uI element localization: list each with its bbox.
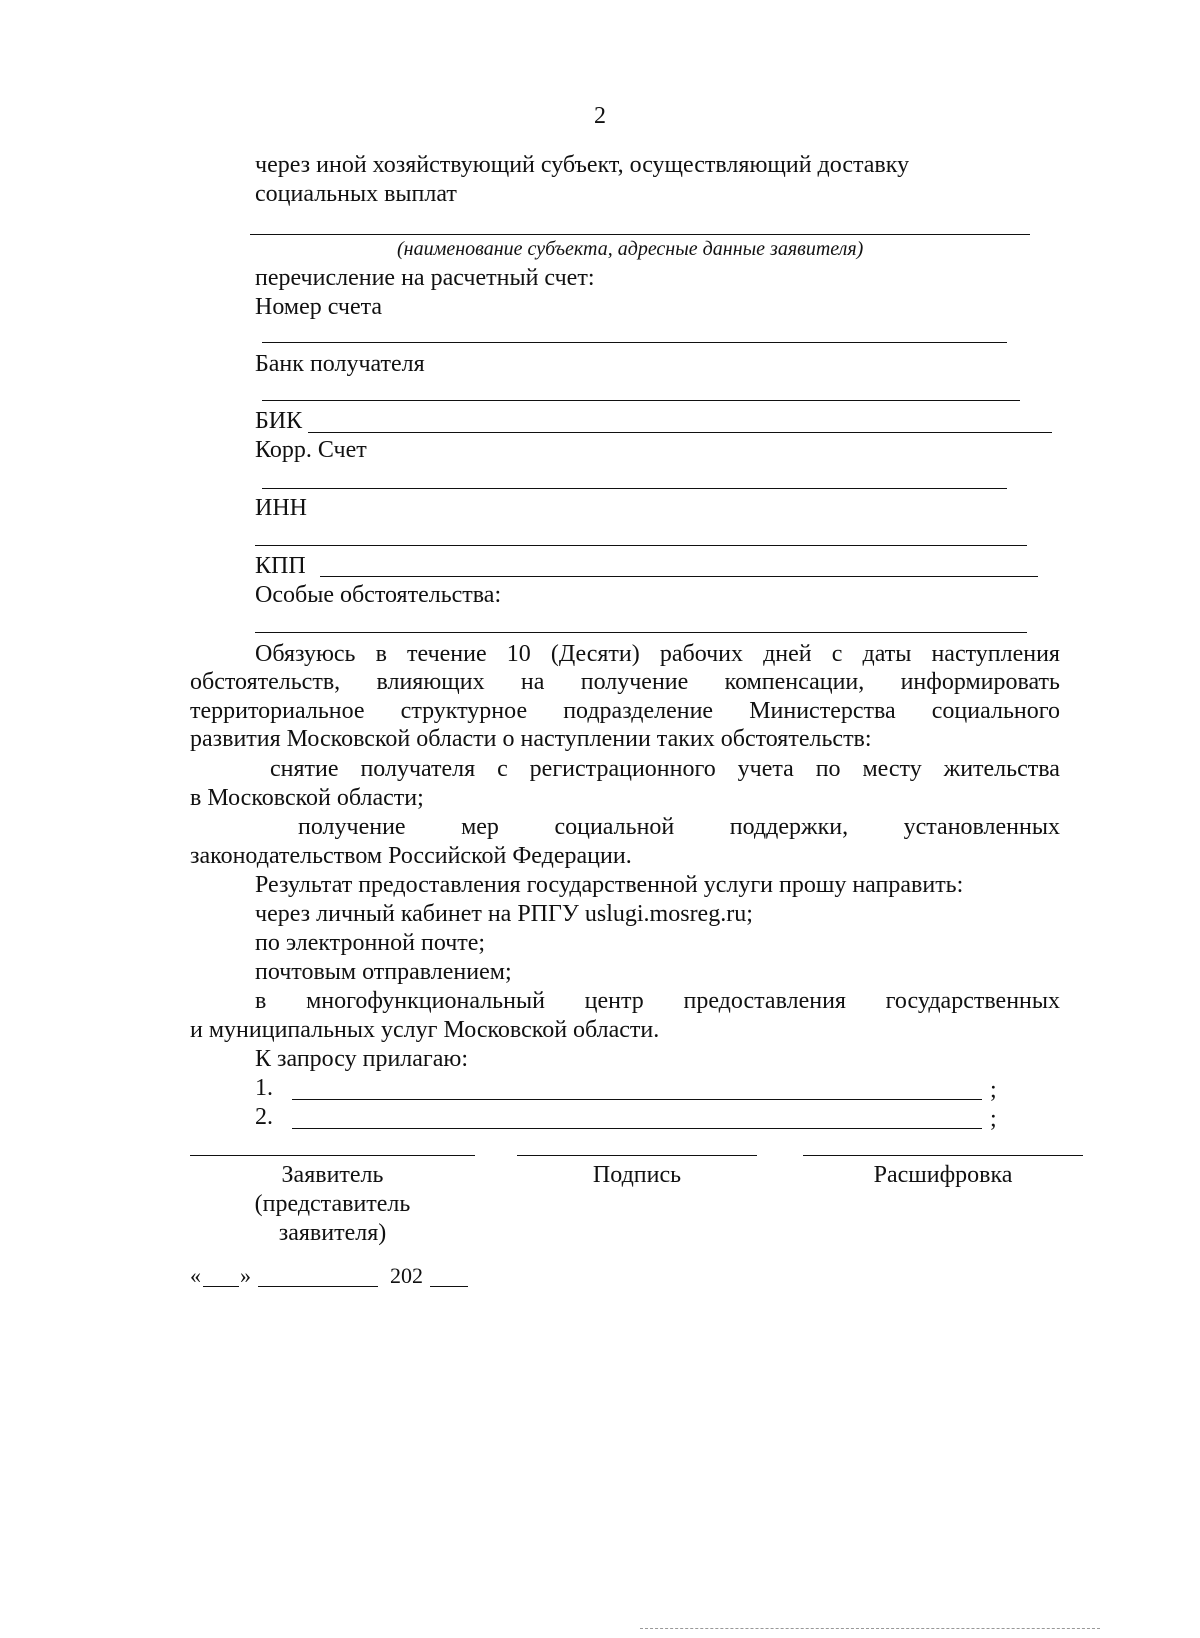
decode-label: Расшифровка [873, 1162, 1013, 1188]
applicant-label-line3: заявителя) [278, 1220, 387, 1246]
date-close-quote: » [240, 1263, 251, 1288]
date-open-quote: « [190, 1263, 201, 1288]
corr-account-field[interactable] [262, 488, 1007, 489]
page-number: 2 [594, 103, 606, 129]
deregistration-line-1: снятие получателя с регистрационного учета по месту жительства [270, 756, 1060, 782]
bank-name-label: Банк получателя [255, 351, 425, 377]
deregistration-line-2: в Московской области; [190, 785, 424, 811]
date-day-field[interactable] [203, 1286, 239, 1287]
inn-field[interactable] [255, 545, 1027, 546]
attachment-terminator: ; [990, 1106, 997, 1132]
date-month-field[interactable] [258, 1286, 378, 1287]
attachment-number: 2. [255, 1104, 273, 1130]
inn-label: ИНН [255, 495, 307, 521]
kpp-label: КПП [255, 553, 306, 579]
delivery-entity-field[interactable] [250, 234, 1030, 235]
kpp-field[interactable] [320, 576, 1038, 577]
date-year-field[interactable] [430, 1286, 468, 1287]
special-circumstances-field[interactable] [255, 632, 1027, 633]
delivery-option-line2: социальных выплат [255, 181, 457, 207]
account-number-field[interactable] [262, 342, 1007, 343]
result-option-email: по электронной почте; [255, 930, 486, 956]
obligation-line-2: обстоятельств, влияющих на получение компенсации, информировать [190, 669, 1060, 695]
scan-edge-artifact [640, 1628, 1100, 1629]
account-number-label: Номер счета [255, 294, 383, 320]
decode-line[interactable] [803, 1155, 1083, 1156]
attachment-field-2[interactable] [292, 1128, 982, 1129]
sign-label: Подпись [592, 1162, 682, 1188]
attachment-number: 1. [255, 1075, 273, 1101]
support-measures-line-1: получение мер социальной поддержки, установленных [298, 814, 1060, 840]
bik-field[interactable] [308, 432, 1052, 433]
attachments-heading: К запросу прилагаю: [255, 1046, 469, 1072]
corr-account-label: Корр. Счет [255, 437, 367, 463]
support-measures-line-2: законодательством Российской Федерации. [190, 843, 632, 869]
result-option-portal: через личный кабинет на РПГУ uslugi.mosreg.ru; [255, 901, 753, 927]
special-circumstances-label: Особые обстоятельства: [255, 582, 502, 608]
attachment-field-1[interactable] [292, 1099, 982, 1100]
result-option-mail: почтовым отправлением; [255, 959, 512, 985]
delivery-option-line1: через иной хозяйствующий субъект, осуществляющий доставку [255, 152, 910, 178]
obligation-line-4: развития Московской области о наступлении таких обстоятельств: [190, 726, 872, 752]
bik-label: БИК [255, 408, 303, 434]
date-year-prefix: 202 [390, 1263, 423, 1288]
bank-transfer-label: перечисление на расчетный счет: [255, 265, 595, 291]
applicant-signature-line[interactable] [190, 1155, 475, 1156]
sign-line[interactable] [517, 1155, 757, 1156]
applicant-label-line1: Заявитель [281, 1162, 384, 1188]
delivery-entity-caption: (наименование субъекта, адресные данные заявителя) [397, 238, 864, 260]
obligation-line-1: Обязуюсь в течение 10 (Десяти) рабочих дней с даты наступления [255, 641, 1060, 667]
obligation-line-3: территориальное структурное подразделение Министерства социального [190, 698, 1060, 724]
bank-name-field[interactable] [262, 400, 1020, 401]
applicant-label-line2: (представитель [254, 1191, 411, 1217]
result-heading: Результат предоставления государственной услуги прошу направить: [255, 872, 964, 898]
result-option-mfc-line-1: в многофункциональный центр предоставления государственных [255, 988, 1060, 1014]
result-option-mfc-line-2: и муниципальных услуг Московской области. [190, 1017, 660, 1043]
attachment-terminator: ; [990, 1077, 997, 1103]
